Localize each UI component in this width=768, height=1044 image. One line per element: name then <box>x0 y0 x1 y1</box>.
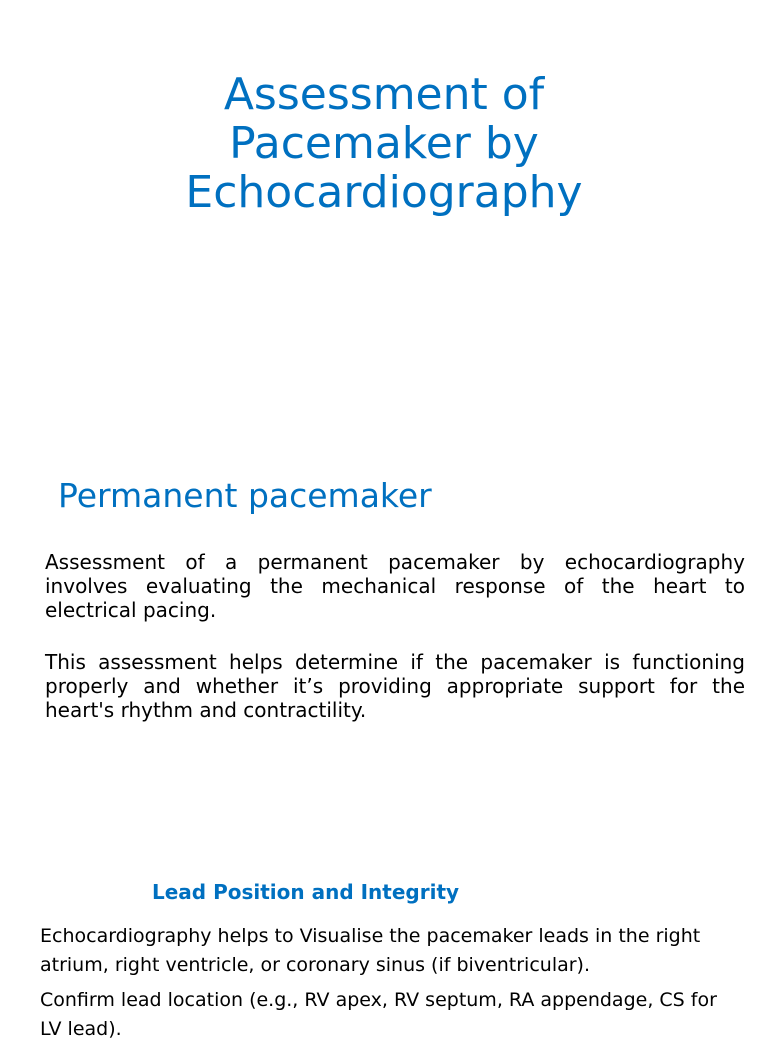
section-heading-permanent-pacemaker: Permanent pacemaker <box>58 476 432 515</box>
slide-title-line-3: Echocardiography <box>185 167 583 218</box>
slide-title-line-1: Assessment of <box>223 69 545 120</box>
slide-title <box>130 70 638 217</box>
intro-paragraph: Assessment of a permanent pacemaker by echocardiography involves evaluating the mechanical response of the heart to electrical pacing. <box>45 550 745 622</box>
assessment-purpose-paragraph: This assessment helps determine if the pacemaker is functioning properly and whether it’s providing appropriate support for the heart's rhythm and contractility. <box>45 650 745 722</box>
slide-title-line-2: Pacemaker by <box>229 118 539 169</box>
lead-location-paragraph: Confirm lead location (e.g., RV apex, RV septum, RA appendage, CS for LV lead). <box>40 989 717 1040</box>
lead-visualise-paragraph: Echocardiography helps to Visualise the pacemaker leads in the right atrium, right ventricle, or coronary sinus (if biventricular). <box>40 925 701 976</box>
lead-position-heading: Lead Position and Integrity <box>152 880 460 904</box>
